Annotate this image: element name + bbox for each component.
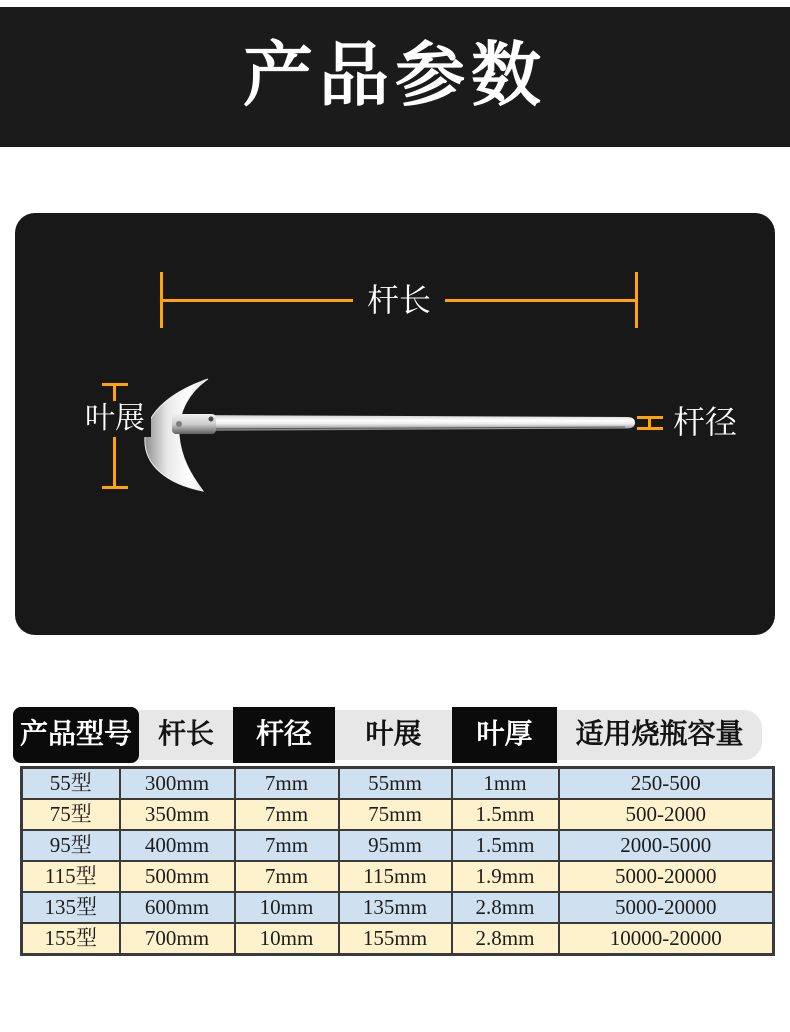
spec-cell: 1mm <box>452 768 559 800</box>
spec-cell: 1.5mm <box>452 830 559 861</box>
spec-cell: 7mm <box>235 768 339 800</box>
blade-span-label: 叶展 <box>79 401 151 437</box>
header-cell-blade-thickness: 叶厚 <box>452 707 557 763</box>
spec-cell: 1.9mm <box>452 861 559 892</box>
hub-set-screw <box>209 417 214 422</box>
spec-cell: 500-2000 <box>559 799 774 830</box>
header-cell-blade-span: 叶展 <box>335 710 452 760</box>
spec-cell: 2.8mm <box>452 923 559 955</box>
spec-table-body <box>22 768 774 955</box>
rod-diameter-label: 杆径 <box>673 404 738 440</box>
header-cell-model: 产品型号 <box>13 707 139 763</box>
table-row <box>22 768 774 800</box>
rod-diameter-bottom-cap <box>637 427 663 430</box>
spec-cell: 10000-20000 <box>559 923 774 955</box>
spec-cell: 300mm <box>120 768 235 800</box>
table-row <box>22 799 774 830</box>
header-cell-flask-capacity: 适用烧瓶容量 <box>557 710 762 760</box>
spec-table <box>20 766 775 956</box>
table-header-row <box>13 710 762 760</box>
spec-cell: 95mm <box>339 830 452 861</box>
spec-cell: 55mm <box>339 768 452 800</box>
hub-pin <box>176 421 182 427</box>
spec-cell: 250-500 <box>559 768 774 800</box>
spec-cell: 1.5mm <box>452 799 559 830</box>
paddle-blade <box>145 379 208 491</box>
dimension-line-right <box>445 299 635 302</box>
spec-cell: 10mm <box>235 892 339 923</box>
table-row <box>22 861 774 892</box>
page-title: 产品参数 <box>243 38 547 115</box>
spec-cell: 350mm <box>120 799 235 830</box>
spec-cell: 155型 <box>22 923 120 955</box>
spec-cell: 600mm <box>120 892 235 923</box>
spec-cell: 135型 <box>22 892 120 923</box>
spec-cell: 135mm <box>339 892 452 923</box>
spec-cell: 7mm <box>235 861 339 892</box>
product-diagram-panel <box>15 213 775 635</box>
header-cell-rod-diameter: 杆径 <box>233 707 335 763</box>
spec-cell: 75mm <box>339 799 452 830</box>
spec-cell: 7mm <box>235 830 339 861</box>
spec-cell: 5000-20000 <box>559 892 774 923</box>
spec-cell: 55型 <box>22 768 120 800</box>
spec-cell: 95型 <box>22 830 120 861</box>
rod-length-label: 杆长 <box>367 282 432 318</box>
spec-cell: 700mm <box>120 923 235 955</box>
spec-cell: 7mm <box>235 799 339 830</box>
spec-cell: 75型 <box>22 799 120 830</box>
spec-cell: 115mm <box>339 861 452 892</box>
spec-cell: 2000-5000 <box>559 830 774 861</box>
blade-span-bottom-cap <box>102 486 128 489</box>
table-row <box>22 892 774 923</box>
spec-cell: 2.8mm <box>452 892 559 923</box>
spec-cell: 155mm <box>339 923 452 955</box>
section-header-banner <box>0 7 790 147</box>
header-cell-rod-length: 杆长 <box>139 710 233 760</box>
spec-cell: 5000-20000 <box>559 861 774 892</box>
spec-cell: 115型 <box>22 861 120 892</box>
spec-cell: 400mm <box>120 830 235 861</box>
dimension-tick-right <box>635 272 638 328</box>
dimension-line-left <box>163 299 353 302</box>
table-row <box>22 923 774 955</box>
rod-length-dimension <box>160 272 638 328</box>
table-row <box>22 830 774 861</box>
spec-cell: 10mm <box>235 923 339 955</box>
spec-cell: 500mm <box>120 861 235 892</box>
